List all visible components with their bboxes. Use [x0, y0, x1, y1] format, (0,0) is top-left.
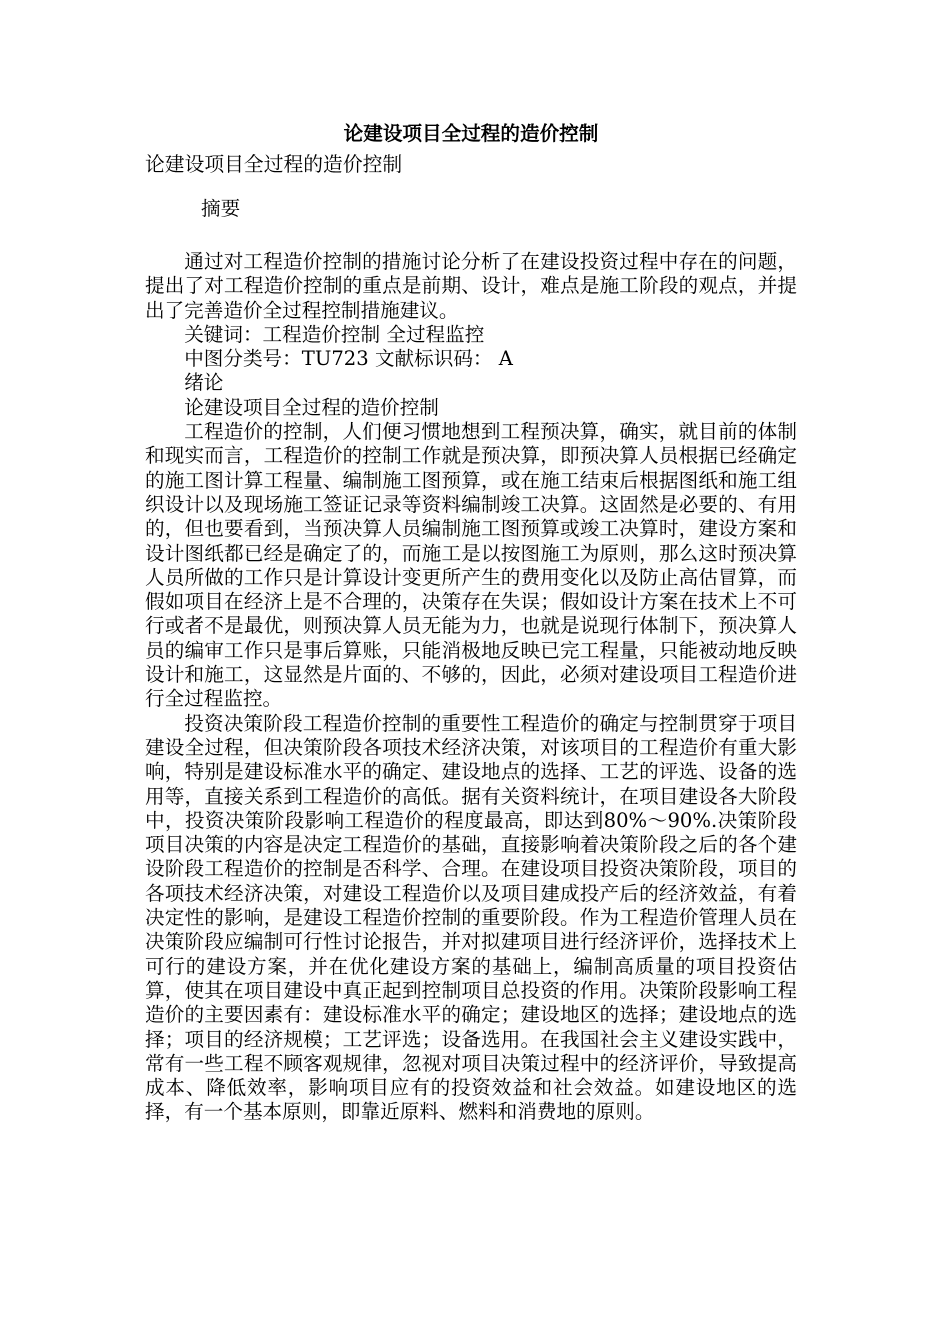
document-page — [145, 118, 797, 1125]
document-subtitle: 论建设项目全过程的造价控制 — [145, 153, 403, 176]
keywords-line: 关键词：工程造价控制 全过程监控 — [184, 322, 485, 346]
intro-title: 论建设项目全过程的造价控制 — [184, 395, 439, 419]
intro-heading: 绪论 — [184, 371, 224, 395]
abstract-paragraph: 通过对工程造价控制的措施讨论分析了在建设投资过程中存在的问题，提出了对工程造价控制的重点是前期、设计，难点是施工阶段的观点，并提出了完善造价全过程控制措施建议。 — [145, 250, 797, 322]
document-title: 论建设项目全过程的造价控制 — [343, 122, 599, 145]
classification-line: 中图分类号：TU723 文献标识码： A — [184, 347, 513, 371]
abstract-heading: 摘要 — [201, 197, 241, 220]
body-paragraph-2: 投资决策阶段工程造价控制的重要性工程造价的确定与控制贯穿于项目建设全过程，但决策阶段各项技术经济决策，对该项目的工程造价有重大影响，特别是建设标准水平的确定、建设地点的选择、工艺的评选、设备的选用等，直接关系到工程造价的高低。据有关资料统计，在项目建设各大阶段中，投资决策阶段影响工程造价的程度最高，即达到80%～90%.决策阶段项目决策的内容是决定工程造价的基础，直接影响着决策阶段之后的各个建设阶段工程造价的控制是否科学、合理。在建设项目投资决策阶段，项目的各项技术经济决策，对建设工程造价以及项目建成投产后的经济效益，有着决定性的影响，是建设工程造价控制的重要阶段。作为工程造价管理人员在决策阶段应编制可行性讨论报告，并对拟建项目进行经济评价，选择技术上可行的建设方案，并在优化建设方案的基础上，编制高质量的项目投资估算，使其在项目建设中真正起到控制项目总投资的作用。决策阶段影响工程造价的主要因素有：建设标准水平的确定；建设地区的选择；建设地点的选择；项目的经济规模；工艺评选；设备选用。在我国社会主义建设实践中，常有一些工程不顾客观规律，忽视对项目决策过程中的经济评价，导致提高成本、降低效率，影响项目应有的投资效益和社会效益。如建设地区的选择，有一个基本原则，即靠近原料、燃料和消费地的原则。 — [145, 711, 797, 1124]
body-paragraph-1: 工程造价的控制，人们便习惯地想到工程预决算，确实，就目前的体制和现实而言，工程造价的控制工作就是预决算，即预决算人员根据已经确定的施工图计算工程量、编制施工图预算，或在施工结束后根据图纸和施工组织设计以及现场施工签证记录等资料编制竣工决算。这固然是必要的、有用的，但也要看到，当预决算人员编制施工图预算或竣工决算时，建设方案和设计图纸都已经是确定了的，而施工是以按图施工为原则，那么这时预决算人员所做的工作只是计算设计变更所产生的费用变化以及防止高估冒算，而假如项目在经济上是不合理的，决策存在失误；假如设计方案在技术上不可行或者不是最优，则预决算人员无能为力，也就是说现行体制下，预决算人员的编审工作只是事后算账，只能消极地反映已完工程量，只能被动地反映设计和施工，这显然是片面的、不够的，因此，必须对建设项目工程造价进行全过程监控。 — [145, 420, 797, 711]
